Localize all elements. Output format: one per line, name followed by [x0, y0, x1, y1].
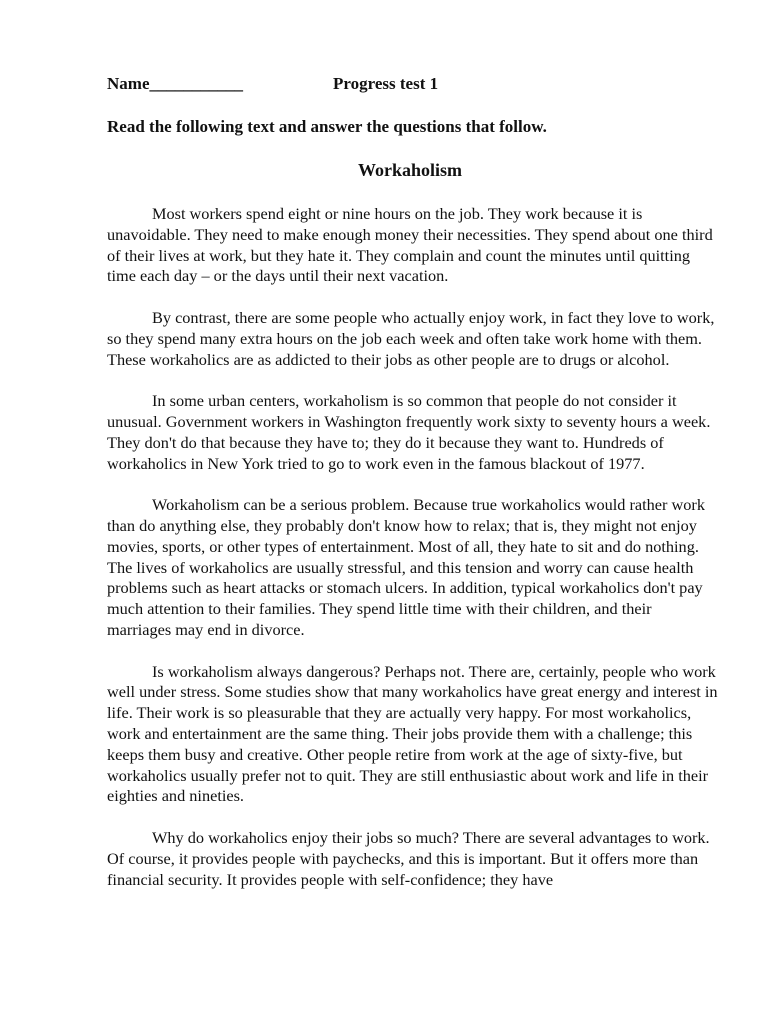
paragraph: Most workers spend eight or nine hours on the job. They work because it is unavoidable. They need to make enough money their necessities. They spend about one third of their lives at work, but they hate it. They complain and count the minutes until quitting time each day – or the days until their next vacation. [107, 204, 713, 286]
paragraph: Why do workaholics enjoy their jobs so much? There are several advantages to work. Of course, it provides people with paychecks, and this is important. But it offers more than financial security. It provides people with self-confidence; they have [107, 827, 710, 889]
passage-title-row [0, 160, 768, 181]
test-title: Progress test 1 [333, 74, 439, 93]
paragraph: Is workaholism always dangerous? Perhaps not. There are, certainly, people who work well under stress. Some studies show that many workaholics have great energy and interest in life. Their work is so pleasurable that they are actually very happy. For most workaholics, work and entertainment are the same thing. Their jobs provide them with a challenge; this keeps them busy and creative. Other people retire from work at the age of sixty-five, but workaholics usually prefer not to quit. They are still enthusiastic about work and life in their eighties and nineties. [107, 661, 718, 806]
paragraph: In some urban centers, workaholism is so common that people do not consider it unusual. Government workers in Washington frequently work sixty to seventy hours a week. They don't do that because they have to; they do it because they want to. Hundreds of workaholics in New York tried to go to work even in the famous blackout of 1977. [107, 391, 711, 473]
passage-title: Workaholism [357, 160, 463, 180]
paragraph: By contrast, there are some people who actually enjoy work, in fact they love to work, so they spend many extra hours on the job each week and often take work home with them. These workaholics are as addicted to their jobs as other people are to drugs or alcohol. [107, 307, 715, 369]
name-field-label: Name___________ [107, 74, 243, 93]
paragraph: Workaholism can be a serious problem. Because true workaholics would rather work than do anything else, they probably don't know how to relax; that is, they might not enjoy movies, sports, or other types of entertainment. Most of all, they hate to sit and do nothing. The lives of workaholics are usually stressful, and this tension and worry can cause health problems such as heart attacks or stomach ulcers. In addition, typical workaholics don't pay much attention to their families. They spend little time with their children, and their marriages may end in divorce. [107, 495, 705, 639]
test-header [107, 74, 667, 96]
passage-body [107, 204, 718, 911]
instruction-text: Read the following text and answer the questions that follow. [107, 117, 547, 136]
